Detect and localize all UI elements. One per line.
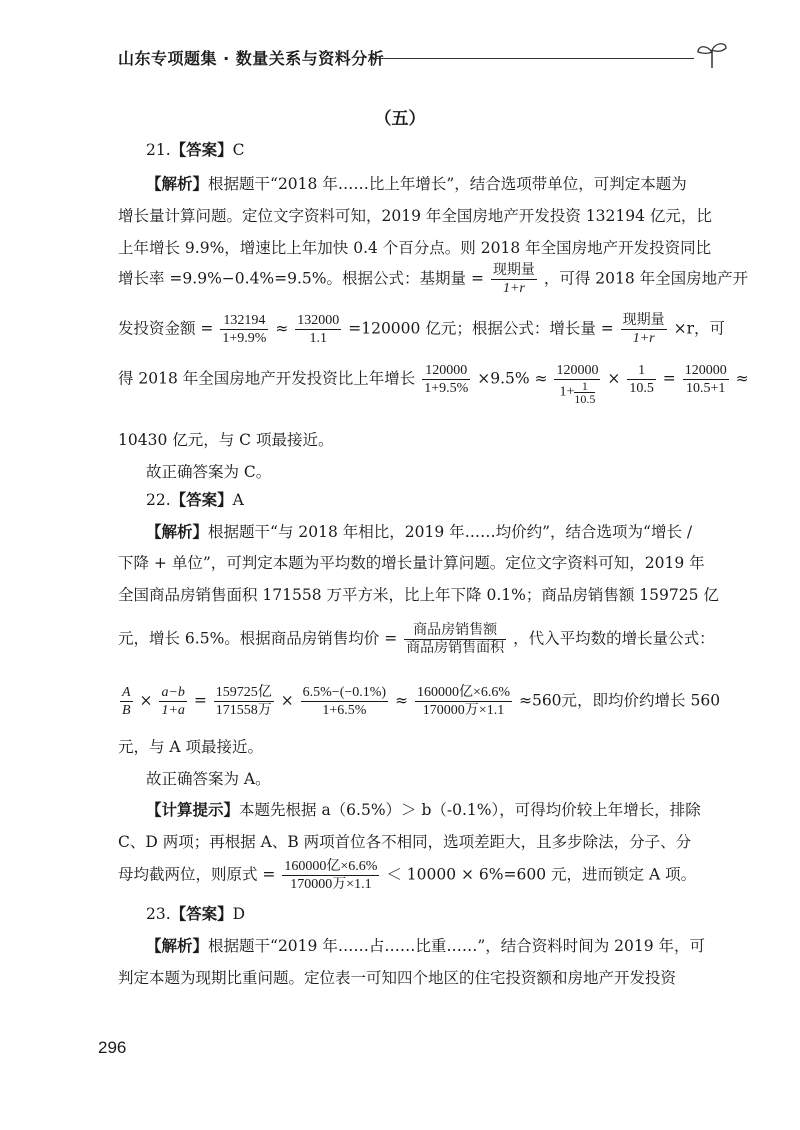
q21-analysis-line-5: 发投资金额 = $\frac{132194}{1+9.9\%}$ ≈ $\frac{132000}{1.1}$ =120000 亿元；根据公式：增长量 = $\frac{\text{现期量}}{1+r}$ ×r，可	[118, 313, 726, 346]
answer-value: A	[232, 491, 244, 509]
q22-conclusion: 故正确答案为 A。	[146, 770, 271, 788]
q22-analysis-line-3: 全国商品房销售面积 171558 万平方米，比上年下降 0.1%；商品房销售额 159725 亿	[118, 586, 719, 604]
q22-analysis-line-6: 元，与 A 项最接近。	[118, 738, 264, 756]
question-number: 22.	[146, 491, 171, 509]
q22-tip-line-3: 母均截两位，则原式 = $\frac{\text{160000亿×6.6\%}}{\text{170000万×1.1}}$ ＜ 10000 × 6%=600 元，进而锁定 A 项。	[118, 859, 697, 892]
header-title: 山东专项题集 · 数量关系与资料分析	[118, 49, 385, 68]
q22-answer-line	[146, 490, 244, 510]
q21-analysis-line-7: 10430 亿元，与 C 项最接近。	[118, 431, 334, 449]
q22-analysis-line-2: 下降 + 单位”，可判定本题为平均数的增长量计算问题。定位文字资料可知，2019 年	[118, 554, 705, 572]
running-header	[118, 42, 730, 72]
page-number: 296	[98, 1038, 127, 1057]
q22-tip-line-2: C、D 两项；再根据 A、B 两项首位各不相同，选项差距大，且多步除法，分子、分	[118, 833, 692, 851]
q21-answer-line	[146, 140, 245, 160]
section-title: （五）	[374, 109, 426, 129]
sprout-icon	[694, 40, 730, 70]
answer-label: 【答案】	[170, 141, 233, 159]
analysis-label: 【解析】	[146, 937, 209, 955]
q22-tip-line-1: 【计算提示】本题先根据 a（6.5%）＞ b（-0.1%），可得均价较上年增长，排除	[146, 801, 701, 819]
q21-analysis-line-1: 【解析】根据题干“2018 年……比上年增长”，结合选项带单位，可判定本题为	[146, 175, 687, 193]
answer-label: 【答案】	[170, 905, 233, 923]
q21-analysis-line-2: 增长量计算问题。定位文字资料可知，2019 年全国房地产开发投资 132194 亿元，比	[118, 207, 712, 225]
answer-value: C	[232, 141, 245, 159]
q21-analysis-line-6: 得 2018 年全国房地产开发投资比上年增长 $\frac{120000}{1+9.5\%}$ ×9.5% ≈ 120000 1+ $\frac{1}{10.5}$ × $\frac{1}{10.5}$ = $\frac{120000}{10.5+1}$ ≈	[118, 363, 749, 406]
q22-analysis-line-5: $\frac{A}{B}$ × $\frac{a-b}{1+a}$ = $\frac{\text{159725亿}}{\text{171558万}}$ × $\frac{6.5\%-(-0.1\%)}{1+6.5\%}$ ≈ $\frac{\text{160000亿×6.6\%}}{\text{170000万×1.1}}$ ≈560元，即均价约增长 560	[122, 685, 721, 718]
analysis-label: 【解析】	[146, 523, 209, 541]
q21-conclusion: 故正确答案为 C。	[146, 463, 272, 481]
q23-answer-line	[146, 904, 245, 924]
question-number: 23.	[146, 905, 171, 923]
answer-label: 【答案】	[170, 491, 233, 509]
q21-analysis-line-4: 增长率 =9.9%−0.4%=9.5%。根据公式：基期量 = $\frac{\text{现期量}}{1+r}$ ，可得 2018 年全国房地产开	[118, 263, 749, 296]
analysis-label: 【解析】	[146, 175, 209, 193]
formula-base-fraction: $\frac{\text{现期量}}{1+r}$	[492, 263, 535, 296]
question-number: 21.	[146, 141, 171, 159]
q23-analysis-line-2: 判定本题为现期比重问题。定位表一可知四个地区的住宅投资额和房地产开发投资	[118, 969, 677, 987]
q22-analysis-line-4: 元，增长 6.5%。根据商品房销售均价 = $\frac{\text{商品房销售额}}{\text{商品房销售面积}}$ ，代入平均数的增长量公式：	[118, 623, 715, 656]
q23-analysis-line-1: 【解析】根据题干“2019 年……占……比重……”，结合资料时间为 2019 年，可	[146, 937, 706, 955]
q22-analysis-line-1: 【解析】根据题干“与 2018 年相比，2019 年……均价约”，结合选项为“增长 /	[146, 523, 693, 541]
answer-value: D	[232, 905, 246, 923]
tip-label: 【计算提示】	[146, 801, 240, 819]
q21-analysis-line-3: 上年增长 9.9%，增速比上年加快 0.4 个百分点。则 2018 年全国房地产开发投资同比	[118, 239, 712, 257]
header-rule	[370, 58, 694, 59]
